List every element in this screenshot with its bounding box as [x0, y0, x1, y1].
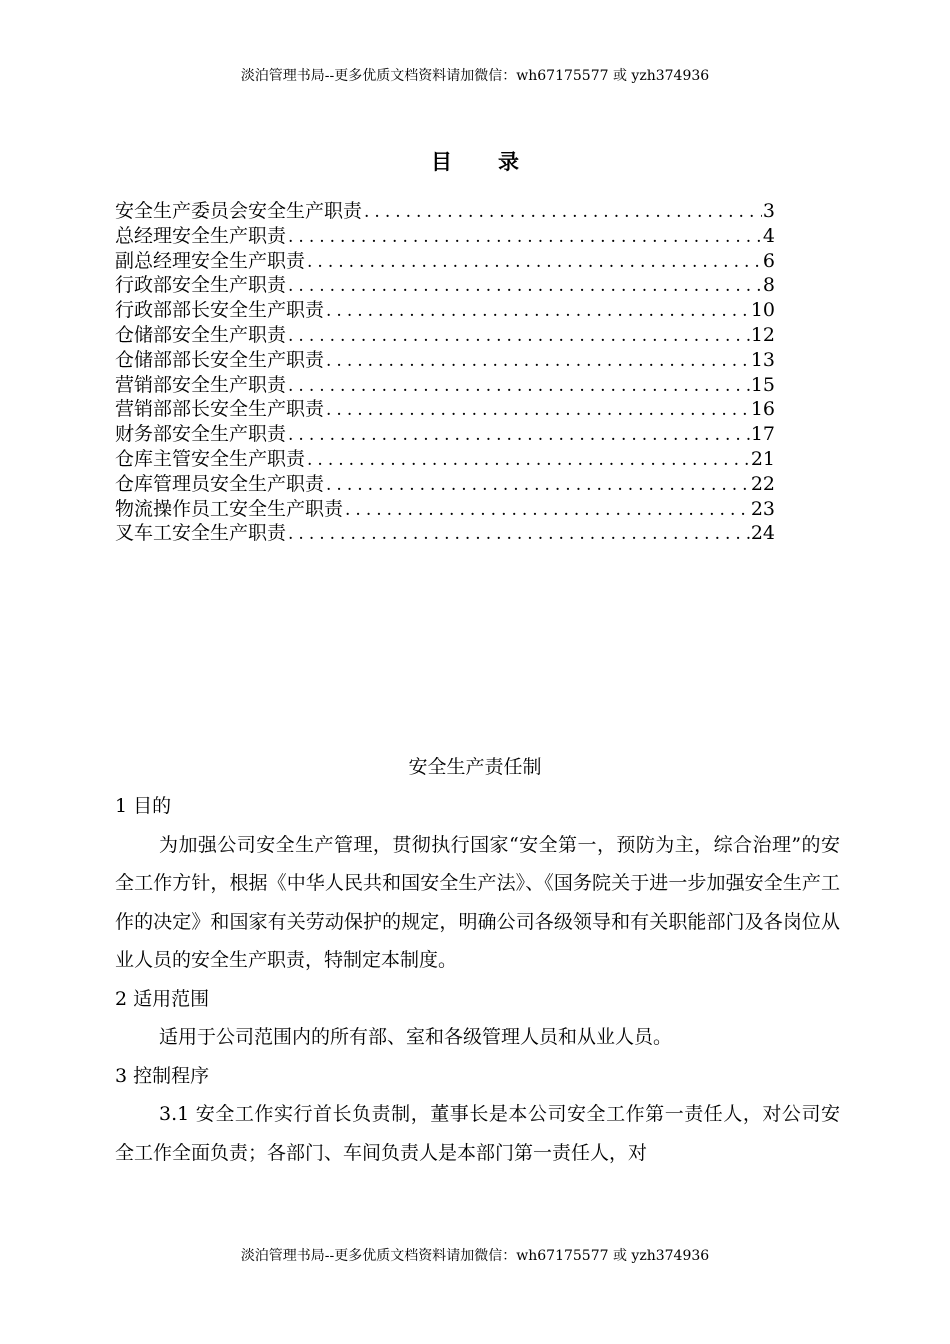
table-of-contents	[115, 199, 775, 546]
toc-entry-label: 安全生产委员会安全生产职责	[115, 200, 363, 222]
header-note: 淡泊管理书局--更多优质文档资料请加微信：wh67175577 或 yzh374936	[240, 68, 710, 84]
toc-entry-page: 16	[750, 398, 775, 421]
toc-entry-page: 21	[750, 447, 775, 470]
procedure-paragraph: 3.1 安全工作实行首长负责制，董事长是本公司安全工作第一责任人，对公司安全工作全面负责；各部门、车间负责人是本部门第一责任人，对	[115, 1103, 840, 1164]
toc-entry-label: 物流操作员工安全生产职责	[115, 497, 344, 520]
toc-entry-label: 仓储部安全生产职责	[115, 323, 287, 346]
toc-dot-leader	[286, 225, 762, 249]
toc-entry-label: 叉车工安全生产职责	[115, 522, 287, 545]
toc-entry-label: 营销部安全生产职责	[115, 373, 287, 396]
scope-paragraph: 适用于公司范围内的所有部、室和各级管理人员和从业人员。	[159, 1026, 673, 1048]
toc-title: 目录	[431, 149, 565, 174]
toc-entry[interactable]	[115, 472, 775, 497]
toc-entry-label: 仓储部部长安全生产职责	[115, 348, 325, 371]
toc-entry-label: 行政部安全生产职责	[115, 274, 287, 297]
toc-dot-leader	[286, 374, 750, 398]
toc-dot-leader	[343, 498, 750, 522]
toc-entry-page: 8	[762, 274, 775, 297]
toc-dot-leader	[286, 522, 750, 546]
toc-entry-page: 6	[762, 249, 775, 272]
toc-entry-page: 24	[750, 522, 775, 545]
toc-dot-leader	[362, 200, 762, 224]
toc-entry[interactable]	[115, 373, 775, 398]
toc-entry[interactable]	[115, 323, 775, 348]
toc-dot-leader	[324, 299, 750, 323]
scope-heading: 2 适用范围	[115, 987, 210, 1010]
procedure-heading: 3 控制程序	[115, 1064, 210, 1087]
toc-dot-leader	[286, 274, 762, 298]
toc-entry-page: 4	[762, 224, 775, 247]
toc-dot-leader	[286, 423, 750, 447]
footer-note: 淡泊管理书局--更多优质文档资料请加微信：wh67175577 或 yzh374936	[240, 1248, 710, 1264]
document-title: 安全生产责任制	[408, 756, 542, 778]
toc-entry[interactable]	[115, 199, 775, 224]
toc-entry-page: 23	[750, 497, 775, 520]
toc-entry[interactable]	[115, 521, 775, 546]
toc-entry-label: 总经理安全生产职责	[115, 224, 287, 247]
toc-entry-page: 17	[750, 423, 775, 446]
toc-entry-page: 15	[750, 373, 775, 396]
toc-entry[interactable]	[115, 422, 775, 447]
toc-dot-leader	[305, 448, 750, 472]
toc-entry[interactable]	[115, 249, 775, 274]
toc-entry[interactable]	[115, 447, 775, 472]
toc-dot-leader	[324, 398, 750, 422]
toc-entry[interactable]	[115, 224, 775, 249]
toc-entry-page: 13	[750, 348, 775, 371]
toc-entry-page: 22	[750, 472, 775, 495]
toc-entry-page: 10	[750, 299, 775, 322]
toc-entry[interactable]	[115, 397, 775, 422]
toc-entry-page: 3	[762, 200, 775, 222]
toc-entry-page: 12	[750, 323, 775, 346]
toc-entry-label: 营销部部长安全生产职责	[115, 398, 325, 421]
toc-entry-label: 副总经理安全生产职责	[115, 249, 306, 272]
toc-entry[interactable]	[115, 348, 775, 373]
toc-entry-label: 仓库主管安全生产职责	[115, 447, 306, 470]
toc-entry-label: 行政部部长安全生产职责	[115, 299, 325, 322]
purpose-paragraph: 为加强公司安全生产管理，贯彻执行国家“安全第一，预防为主，综合治理”的安全工作方针，根据《中华人民共和国安全生产法》、《国务院关于进一步加强安全生产工作的决定》和国家有关劳动保护的规定，明确公司各级领导和有关职能部门及各岗位从业人员的安全生产职责，特制定本制度。	[115, 833, 840, 971]
toc-entry[interactable]	[115, 273, 775, 298]
toc-dot-leader	[324, 349, 750, 373]
toc-entry[interactable]	[115, 298, 775, 323]
toc-dot-leader	[324, 473, 750, 497]
toc-entry-label: 仓库管理员安全生产职责	[115, 472, 325, 495]
purpose-heading: 1 目的	[115, 795, 172, 817]
toc-entry[interactable]	[115, 497, 775, 522]
toc-entry-label: 财务部安全生产职责	[115, 423, 287, 446]
toc-dot-leader	[286, 324, 750, 348]
toc-dot-leader	[305, 250, 762, 274]
document-body	[115, 787, 840, 1172]
